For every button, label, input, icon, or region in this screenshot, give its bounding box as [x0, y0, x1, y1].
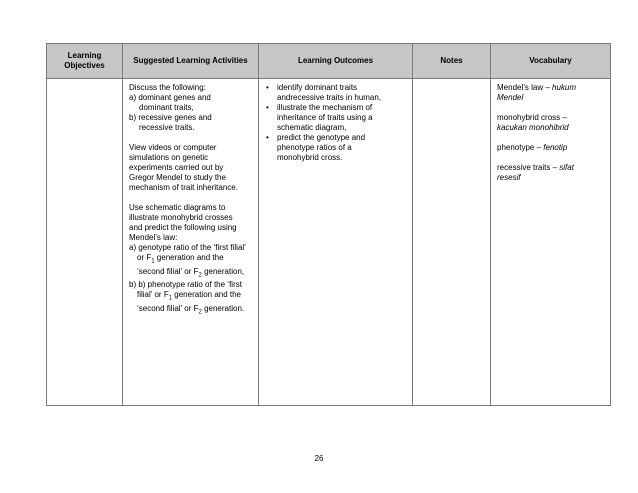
activity-line — [129, 304, 252, 318]
subscript: 1 — [151, 258, 155, 265]
outcomes-list — [265, 83, 406, 163]
activity-line: a) genotype ratio of the ‘first filial’ — [129, 243, 246, 252]
activities-cell — [123, 79, 259, 406]
outcome-line: inheritance of traits using a — [277, 113, 373, 122]
page-number: 26 — [314, 454, 324, 463]
activity-line: b) b) phenotype ratio of the ‘first — [129, 280, 242, 290]
outcome-line: predict the genotype and — [277, 133, 366, 142]
activity-line: and predict the following using — [129, 223, 237, 232]
activity-line: Mendel’s law: — [129, 233, 178, 242]
activity-text: ‘second filial’ or F — [137, 266, 199, 276]
header-vocabulary: Vocabulary — [491, 44, 611, 79]
activity-line: illustrate monohybrid crosses — [129, 213, 233, 222]
activities-schematic-paragraph — [129, 203, 252, 317]
bullet-icon: • — [266, 83, 269, 92]
vocabulary-item — [497, 143, 604, 153]
outcome-line: andrecessive traits in human, — [277, 93, 382, 102]
outcome-item — [265, 83, 406, 103]
activity-line: recessive traits. — [139, 123, 195, 132]
outcome-item — [265, 103, 406, 133]
vocabulary-line — [497, 83, 604, 93]
curriculum-table — [46, 43, 611, 406]
vocabulary-line — [497, 163, 604, 173]
vocabulary-line — [497, 143, 604, 153]
activity-line: a) dominant genes and — [129, 93, 211, 102]
activity-line: dominant traits, — [139, 103, 194, 112]
subscript: 2 — [198, 309, 202, 316]
vocabulary-translation: hukum — [552, 83, 577, 92]
vocabulary-translation: sifat — [559, 163, 574, 172]
activity-line: Gregor Mendel to study the — [129, 173, 226, 182]
outcome-line: monohybrid cross. — [277, 153, 343, 162]
subscript: 1 — [168, 295, 173, 302]
outcome-line: phenotype ratios of a — [277, 143, 352, 152]
bullet-icon: • — [266, 103, 269, 112]
vocabulary-cell — [491, 79, 611, 406]
activity-line — [129, 267, 252, 281]
vocabulary-term: Mendel’s law – — [497, 83, 552, 92]
vocabulary-item — [497, 83, 604, 103]
header-notes: Notes — [413, 44, 491, 79]
activity-text: generation. — [201, 303, 245, 313]
activity-line: simulations on genetic — [129, 153, 209, 162]
header-objectives-line2: Objectives — [64, 61, 105, 70]
activity-text: or F — [137, 253, 152, 262]
vocabulary-translation: fenotip — [543, 143, 568, 152]
bullet-icon: • — [266, 133, 269, 142]
activities-view-paragraph — [129, 143, 252, 193]
header-learning-objectives — [47, 44, 123, 79]
vocabulary-translation: Mendel — [497, 93, 524, 102]
header-suggested-activities: Suggested Learning Activities — [123, 44, 259, 79]
outcome-line: identify dominant traits — [277, 83, 358, 92]
header-objectives-line1: Learning — [67, 51, 102, 60]
activity-line: experiments carried out by — [129, 163, 224, 172]
activity-text: generation, — [201, 266, 245, 276]
activity-text: generation and the — [172, 290, 242, 300]
activity-text: generation and the — [154, 253, 224, 262]
vocabulary-translation: resesif — [497, 173, 521, 182]
activity-line: Use schematic diagrams to — [129, 203, 226, 212]
vocabulary-item — [497, 113, 604, 133]
vocabulary-term: monohybrid cross – — [497, 113, 567, 122]
notes-cell — [413, 79, 491, 406]
activity-line — [129, 290, 252, 304]
activity-text: ‘second filial’ or F — [137, 303, 199, 313]
activity-line: b) recessive genes and — [129, 113, 212, 122]
vocabulary-term: recessive traits – — [497, 163, 560, 172]
activity-text: filial’ or F — [137, 290, 169, 300]
activity-line: mechanism of trait inheritance. — [129, 183, 238, 192]
outcome-line: schematic diagram, — [277, 123, 347, 132]
outcomes-cell — [259, 79, 413, 406]
outcome-line: illustrate the mechanism of — [277, 103, 373, 112]
activities-discuss-paragraph — [129, 83, 252, 133]
content-row — [47, 79, 611, 406]
vocabulary-term: phenotype – — [497, 143, 544, 152]
vocabulary-translation: kacukan monohibrid — [497, 123, 569, 132]
activity-line: View videos or computer — [129, 143, 217, 152]
outcome-item — [265, 133, 406, 163]
subscript: 2 — [198, 272, 202, 279]
header-row — [47, 44, 611, 79]
activity-line: Discuss the following: — [129, 83, 206, 92]
activity-line — [129, 253, 252, 267]
header-learning-outcomes: Learning Outcomes — [259, 44, 413, 79]
vocabulary-item — [497, 163, 604, 183]
objectives-cell — [47, 79, 123, 406]
